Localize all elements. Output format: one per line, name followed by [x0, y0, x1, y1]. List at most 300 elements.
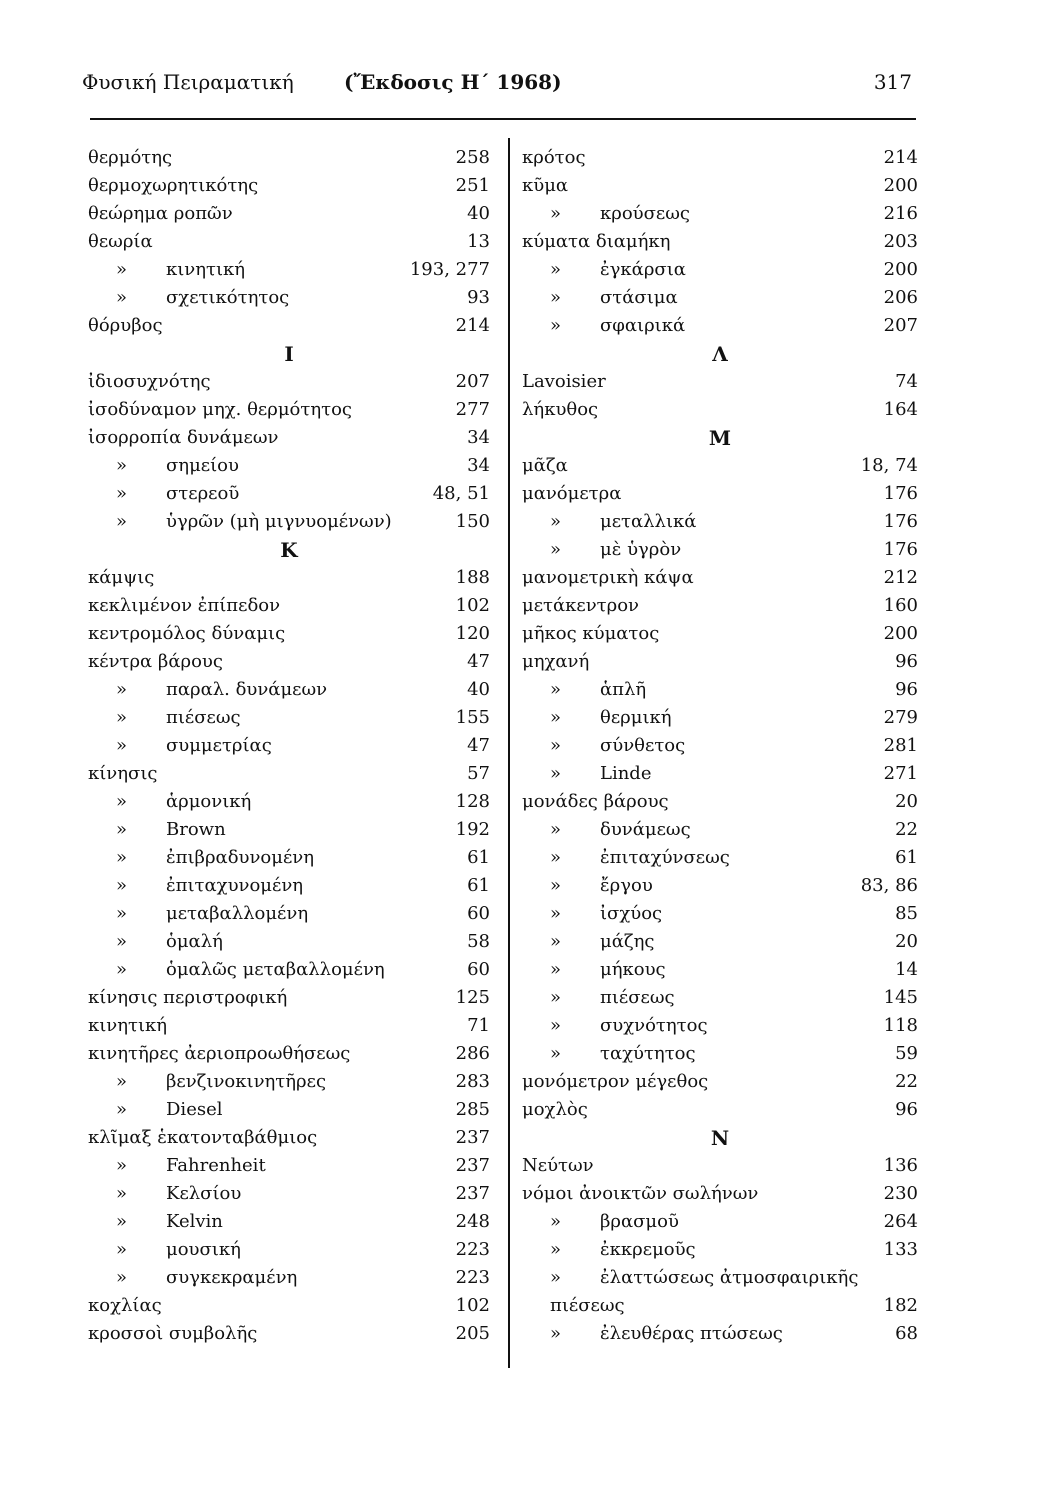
entry-term: κινητική	[88, 1015, 168, 1036]
index-entry	[522, 1320, 918, 1348]
index-entry	[522, 144, 918, 172]
entry-term: θερμότης	[88, 147, 173, 168]
entry-term-wrap	[550, 872, 653, 900]
entry-term-wrap	[116, 1236, 241, 1264]
entry-term: ἰδιοσυχνότης	[88, 371, 211, 392]
index-entry	[522, 396, 918, 424]
index-entry	[522, 200, 918, 228]
entry-pages: 248	[455, 1211, 490, 1232]
ditto-mark: »	[116, 707, 128, 728]
ditto-mark: »	[550, 259, 562, 280]
entry-term-wrap	[88, 200, 233, 228]
entry-pages: 133	[883, 1239, 918, 1260]
index-entry	[522, 1208, 918, 1236]
entry-term: σημείου	[166, 455, 239, 476]
index-entry	[88, 984, 490, 1012]
entry-term: μεταβαλλομένη	[166, 903, 309, 924]
index-entry	[522, 1096, 918, 1124]
entry-term-wrap	[88, 592, 280, 620]
index-entry	[522, 368, 918, 396]
entry-pages: 118	[883, 1015, 918, 1036]
entry-term-wrap	[522, 396, 598, 424]
index-entry	[88, 788, 490, 816]
entry-term: θεωρία	[88, 231, 153, 252]
index-entry	[522, 788, 918, 816]
entry-term: μονάδες βάρους	[522, 791, 669, 812]
ditto-mark: »	[550, 707, 562, 728]
entry-term: Lavoisier	[522, 371, 606, 392]
entry-term-wrap	[550, 1292, 625, 1320]
entry-pages: 20	[895, 791, 918, 812]
index-entry	[522, 1012, 918, 1040]
index-entry	[522, 1264, 918, 1292]
entry-term: κύματα διαμήκη	[522, 231, 671, 252]
entry-term-wrap	[116, 704, 241, 732]
index-entry	[522, 956, 918, 984]
index-entry	[522, 1040, 918, 1068]
entry-term: σύνθετος	[600, 735, 686, 756]
ditto-mark: »	[550, 679, 562, 700]
ditto-mark: »	[550, 819, 562, 840]
index-entry	[88, 872, 490, 900]
entry-term: ἰσοδύναμον μηχ. θερμότητος	[88, 399, 352, 420]
ditto-mark: »	[550, 315, 562, 336]
entry-pages: 251	[455, 175, 490, 196]
entry-pages: 68	[895, 1323, 918, 1344]
entry-term-wrap	[522, 144, 586, 172]
entry-term-wrap	[550, 312, 685, 340]
index-entry	[88, 1180, 490, 1208]
entry-term: ἐπιταχυνομένη	[166, 875, 304, 896]
entry-pages: 176	[883, 511, 918, 532]
entry-pages: 14	[895, 959, 918, 980]
entry-term: βενζινοκινητῆρες	[166, 1071, 327, 1092]
entry-term: κινητική	[166, 259, 246, 280]
entry-term-wrap	[550, 956, 666, 984]
ditto-mark: »	[550, 1043, 562, 1064]
entry-term-wrap	[550, 816, 691, 844]
entry-term: ἁρμονική	[166, 791, 252, 812]
entry-term: κίνησις περιστροφική	[88, 987, 288, 1008]
entry-term-wrap	[522, 620, 659, 648]
index-entry	[522, 900, 918, 928]
index-entry	[88, 760, 490, 788]
entry-term: κέντρα βάρους	[88, 651, 223, 672]
entry-pages: 258	[455, 147, 490, 168]
entry-term-wrap	[550, 732, 685, 760]
ditto-mark: »	[550, 1267, 562, 1288]
ditto-mark: »	[116, 455, 128, 476]
entry-term: λήκυθος	[522, 399, 599, 420]
entry-pages: 102	[455, 1295, 490, 1316]
header-rule	[90, 118, 916, 120]
index-entry	[522, 620, 918, 648]
entry-term: θερμοχωρητικότης	[88, 175, 259, 196]
entry-term-wrap	[116, 788, 251, 816]
entry-pages: 155	[455, 707, 490, 728]
entry-pages: 237	[455, 1155, 490, 1176]
entry-term-wrap	[88, 984, 287, 1012]
entry-pages: 83, 86	[860, 875, 918, 896]
entry-pages: 20	[895, 931, 918, 952]
ditto-mark: »	[116, 287, 128, 308]
ditto-mark: »	[116, 1267, 128, 1288]
entry-pages: 200	[883, 623, 918, 644]
entry-term: θερμική	[600, 707, 672, 728]
entry-term-wrap	[550, 1236, 696, 1264]
index-entry	[522, 536, 918, 564]
index-entry	[88, 172, 490, 200]
index-entry	[88, 1292, 490, 1320]
entry-term: κεντρομόλος δύναμις	[88, 623, 286, 644]
entry-pages: 34	[467, 455, 490, 476]
index-entry	[522, 704, 918, 732]
entry-term: ὁμαλῶς μεταβαλλομένη	[166, 959, 385, 980]
entry-term: ἐκκρεμοῦς	[600, 1239, 696, 1260]
entry-term-wrap	[550, 284, 678, 312]
ditto-mark: »	[550, 1239, 562, 1260]
ditto-mark: »	[550, 203, 562, 224]
ditto-mark: »	[116, 819, 128, 840]
entry-term: Νεύτων	[522, 1155, 594, 1176]
ditto-mark: »	[550, 511, 562, 532]
entry-pages: 203	[883, 231, 918, 252]
entry-pages: 230	[883, 1183, 918, 1204]
index-entry	[522, 648, 918, 676]
edition-label: (Ἔκδοσις Η΄ 1968)	[344, 70, 562, 94]
entry-term: στάσιμα	[600, 287, 678, 308]
entry-pages: 47	[467, 735, 490, 756]
index-entry	[522, 172, 918, 200]
index-entry	[88, 1152, 490, 1180]
index-entry	[522, 732, 918, 760]
entry-term: ταχύτητος	[600, 1043, 696, 1064]
index-entry	[88, 284, 490, 312]
entry-term-wrap	[550, 844, 730, 872]
entry-term-wrap	[116, 256, 245, 284]
entry-term: δυνάμεως	[600, 819, 691, 840]
entry-term: μηχανή	[522, 651, 590, 672]
index-entry	[522, 760, 918, 788]
entry-term: μάζης	[600, 931, 655, 952]
entry-term-wrap	[116, 284, 289, 312]
entry-pages: 59	[895, 1043, 918, 1064]
ditto-mark: »	[116, 1239, 128, 1260]
entry-term-wrap	[550, 536, 681, 564]
ditto-mark: »	[116, 875, 128, 896]
entry-term: κεκλιμένον ἐπίπεδον	[88, 595, 281, 616]
index-entry	[522, 872, 918, 900]
ditto-mark: »	[116, 1155, 128, 1176]
entry-term-wrap	[550, 900, 662, 928]
ditto-mark: »	[550, 287, 562, 308]
index-entry	[88, 900, 490, 928]
index-entry	[88, 396, 490, 424]
entry-term: μονόμετρον μέγεθος	[522, 1071, 709, 1092]
entry-pages: 285	[455, 1099, 490, 1120]
entry-term: ἁπλῆ	[600, 679, 647, 700]
ditto-mark: »	[116, 847, 128, 868]
entry-term-wrap	[88, 424, 278, 452]
entry-term-wrap	[522, 452, 568, 480]
entry-term-wrap	[522, 172, 568, 200]
index-entry	[88, 1124, 490, 1152]
entry-term: Kelvin	[166, 1211, 223, 1232]
entry-term: Κελσίου	[166, 1183, 242, 1204]
entry-term-wrap	[550, 1264, 858, 1292]
section-letter: Μ	[708, 426, 732, 450]
entry-pages: 182	[883, 1295, 918, 1316]
index-entry	[522, 928, 918, 956]
entry-term: κρούσεως	[600, 203, 690, 224]
entry-pages: 136	[883, 1155, 918, 1176]
entry-pages: 47	[467, 651, 490, 672]
entry-term: πιέσεως	[166, 707, 241, 728]
entry-term-wrap	[116, 844, 314, 872]
index-entry	[522, 1236, 918, 1264]
index-entry	[88, 592, 490, 620]
ditto-mark: »	[116, 1071, 128, 1092]
entry-pages: 60	[467, 903, 490, 924]
entry-term: μανομετρικὴ κάψα	[522, 567, 694, 588]
entry-term-wrap	[88, 648, 223, 676]
entry-term: νόμοι ἀνοικτῶν σωλήνων	[522, 1183, 759, 1204]
entry-pages: 223	[455, 1239, 490, 1260]
index-entry	[522, 256, 918, 284]
entry-term-wrap	[550, 1040, 696, 1068]
entry-pages: 212	[883, 567, 918, 588]
index-entry	[88, 1012, 490, 1040]
entry-pages: 145	[883, 987, 918, 1008]
entry-pages: 34	[467, 427, 490, 448]
entry-term-wrap	[550, 1012, 708, 1040]
index-entry	[88, 732, 490, 760]
ditto-mark: »	[550, 1015, 562, 1036]
entry-term: θεώρημα ροπῶν	[88, 203, 233, 224]
entry-pages: 214	[455, 315, 490, 336]
entry-term-wrap	[116, 508, 392, 536]
entry-term-wrap	[116, 900, 308, 928]
entry-term: σχετικότητος	[166, 287, 290, 308]
index-entry	[88, 1040, 490, 1068]
entry-term-wrap	[550, 984, 675, 1012]
index-entry	[88, 620, 490, 648]
entry-pages: 237	[455, 1127, 490, 1148]
entry-term-wrap	[522, 1068, 708, 1096]
page-header	[82, 70, 912, 104]
index-entry	[522, 844, 918, 872]
entry-term-wrap	[116, 1096, 223, 1124]
entry-term-wrap	[550, 928, 654, 956]
entry-term-wrap	[522, 1180, 758, 1208]
entry-pages: 40	[467, 203, 490, 224]
index-entry	[522, 984, 918, 1012]
entry-pages: 207	[883, 315, 918, 336]
entry-pages: 61	[467, 875, 490, 896]
entry-term: ἰσορροπία δυνάμεων	[88, 427, 279, 448]
entry-term-wrap	[116, 452, 239, 480]
entry-pages: 193, 277	[409, 259, 490, 280]
entry-term: Brown	[166, 819, 226, 840]
section-letter: Κ	[280, 538, 298, 562]
entry-term: μοχλὸς	[522, 1099, 588, 1120]
entry-pages: 60	[467, 959, 490, 980]
index-entry	[88, 676, 490, 704]
entry-term-wrap	[522, 648, 589, 676]
ditto-mark: »	[116, 679, 128, 700]
entry-term-wrap	[550, 1320, 783, 1348]
index-entry	[522, 284, 918, 312]
entry-pages: 120	[455, 623, 490, 644]
section-letter: Λ	[712, 342, 728, 366]
ditto-mark: »	[116, 735, 128, 756]
index-entry	[88, 1096, 490, 1124]
index-entry	[522, 564, 918, 592]
entry-pages: 176	[883, 539, 918, 560]
entry-pages: 22	[895, 819, 918, 840]
entry-pages: 18, 74	[860, 455, 918, 476]
index-entry	[88, 228, 490, 256]
entry-term-wrap	[116, 1180, 241, 1208]
entry-pages: 206	[883, 287, 918, 308]
ditto-mark: »	[550, 735, 562, 756]
entry-term-wrap	[550, 508, 696, 536]
entry-term: μετάκεντρον	[522, 595, 639, 616]
entry-term: Diesel	[166, 1099, 223, 1120]
entry-term: Linde	[600, 763, 652, 784]
entry-pages: 214	[883, 147, 918, 168]
entry-term-wrap	[116, 1068, 326, 1096]
entry-term: μὲ ὑγρὸν	[600, 539, 682, 560]
index-entry	[88, 564, 490, 592]
entry-term: μήκους	[600, 959, 666, 980]
index-entry	[88, 928, 490, 956]
index-entry	[522, 816, 918, 844]
entry-term-wrap	[550, 256, 686, 284]
entry-term-wrap	[116, 816, 226, 844]
entry-term: κλῖμαξ ἑκατονταβάθμιος	[88, 1127, 318, 1148]
entry-pages: 200	[883, 175, 918, 196]
entry-term: ἔργου	[600, 875, 653, 896]
ditto-mark: »	[116, 959, 128, 980]
entry-term-wrap	[88, 228, 153, 256]
entry-pages: 160	[883, 595, 918, 616]
entry-term-wrap	[116, 1152, 266, 1180]
ditto-mark: »	[550, 1323, 562, 1344]
entry-pages: 96	[895, 651, 918, 672]
entry-term-wrap	[88, 312, 163, 340]
ditto-mark: »	[116, 511, 128, 532]
entry-term-wrap	[88, 760, 157, 788]
entry-term: στερεοῦ	[166, 483, 240, 504]
entry-term: ἐλαττώσεως ἀτμοσφαιρικῆς	[600, 1267, 859, 1288]
index-column-left	[88, 144, 490, 1348]
index-entry	[88, 1208, 490, 1236]
index-entry	[522, 1152, 918, 1180]
entry-term: κροσσοὶ συμβολῆς	[88, 1323, 258, 1344]
entry-term-wrap	[550, 200, 690, 228]
entry-pages: 96	[895, 679, 918, 700]
entry-pages: 223	[455, 1267, 490, 1288]
entry-pages: 13	[467, 231, 490, 252]
ditto-mark: »	[550, 987, 562, 1008]
entry-pages: 102	[455, 595, 490, 616]
entry-pages: 93	[467, 287, 490, 308]
section-letter: Ν	[710, 1126, 730, 1150]
section-letter: Ι	[284, 342, 294, 366]
entry-term-wrap	[116, 732, 272, 760]
entry-pages: 71	[467, 1015, 490, 1036]
entry-term: κῦμα	[522, 175, 569, 196]
index-entry	[522, 1068, 918, 1096]
entry-pages: 74	[895, 371, 918, 392]
entry-pages: 85	[895, 903, 918, 924]
entry-pages: 264	[883, 1211, 918, 1232]
entry-term: μουσική	[166, 1239, 241, 1260]
entry-pages: 40	[467, 679, 490, 700]
entry-term: μᾶζα	[522, 455, 568, 476]
entry-term: κάμψις	[88, 567, 155, 588]
entry-pages: 237	[455, 1183, 490, 1204]
entry-term: μανόμετρα	[522, 483, 622, 504]
index-entry	[88, 1068, 490, 1096]
index-entry	[88, 144, 490, 172]
entry-pages: 200	[883, 259, 918, 280]
index-entry	[88, 256, 490, 284]
entry-term: συγκεκραμένη	[166, 1267, 298, 1288]
entry-pages: 286	[455, 1043, 490, 1064]
index-entry	[522, 1180, 918, 1208]
entry-term-wrap	[522, 592, 639, 620]
entry-term: ἐγκάρσια	[600, 259, 686, 280]
ditto-mark: »	[116, 1099, 128, 1120]
ditto-mark: »	[116, 903, 128, 924]
index-entry	[88, 424, 490, 452]
entry-term: ἐπιβραδυνομένη	[166, 847, 314, 868]
index-entry	[522, 312, 918, 340]
entry-term-wrap	[116, 480, 239, 508]
entry-term: ἐπιταχύνσεως	[600, 847, 730, 868]
ditto-mark: »	[550, 1211, 562, 1232]
index-entry	[88, 452, 490, 480]
entry-pages: 216	[883, 203, 918, 224]
entry-term-wrap	[88, 1012, 167, 1040]
entry-term: κοχλίας	[88, 1295, 162, 1316]
index-entry	[88, 956, 490, 984]
index-column-right	[522, 144, 918, 1348]
entry-term-wrap	[522, 1152, 594, 1180]
index-entry	[522, 592, 918, 620]
index-entry	[88, 480, 490, 508]
entry-term: κινητῆρες ἀεριοπροωθήσεως	[88, 1043, 351, 1064]
index-entry	[522, 228, 918, 256]
entry-pages: 164	[883, 399, 918, 420]
entry-term-wrap	[88, 564, 154, 592]
index-entry	[88, 704, 490, 732]
entry-term: θόρυβος	[88, 315, 163, 336]
entry-pages: 48, 51	[432, 483, 490, 504]
ditto-mark: »	[116, 931, 128, 952]
entry-pages: 271	[883, 763, 918, 784]
entry-term-wrap	[88, 1040, 350, 1068]
entry-term-wrap	[88, 396, 352, 424]
index-entry	[88, 508, 490, 536]
entry-pages: 22	[895, 1071, 918, 1092]
entry-pages: 61	[467, 847, 490, 868]
entry-term-wrap	[522, 368, 606, 396]
entry-term-wrap	[88, 144, 172, 172]
column-divider	[508, 138, 510, 1368]
